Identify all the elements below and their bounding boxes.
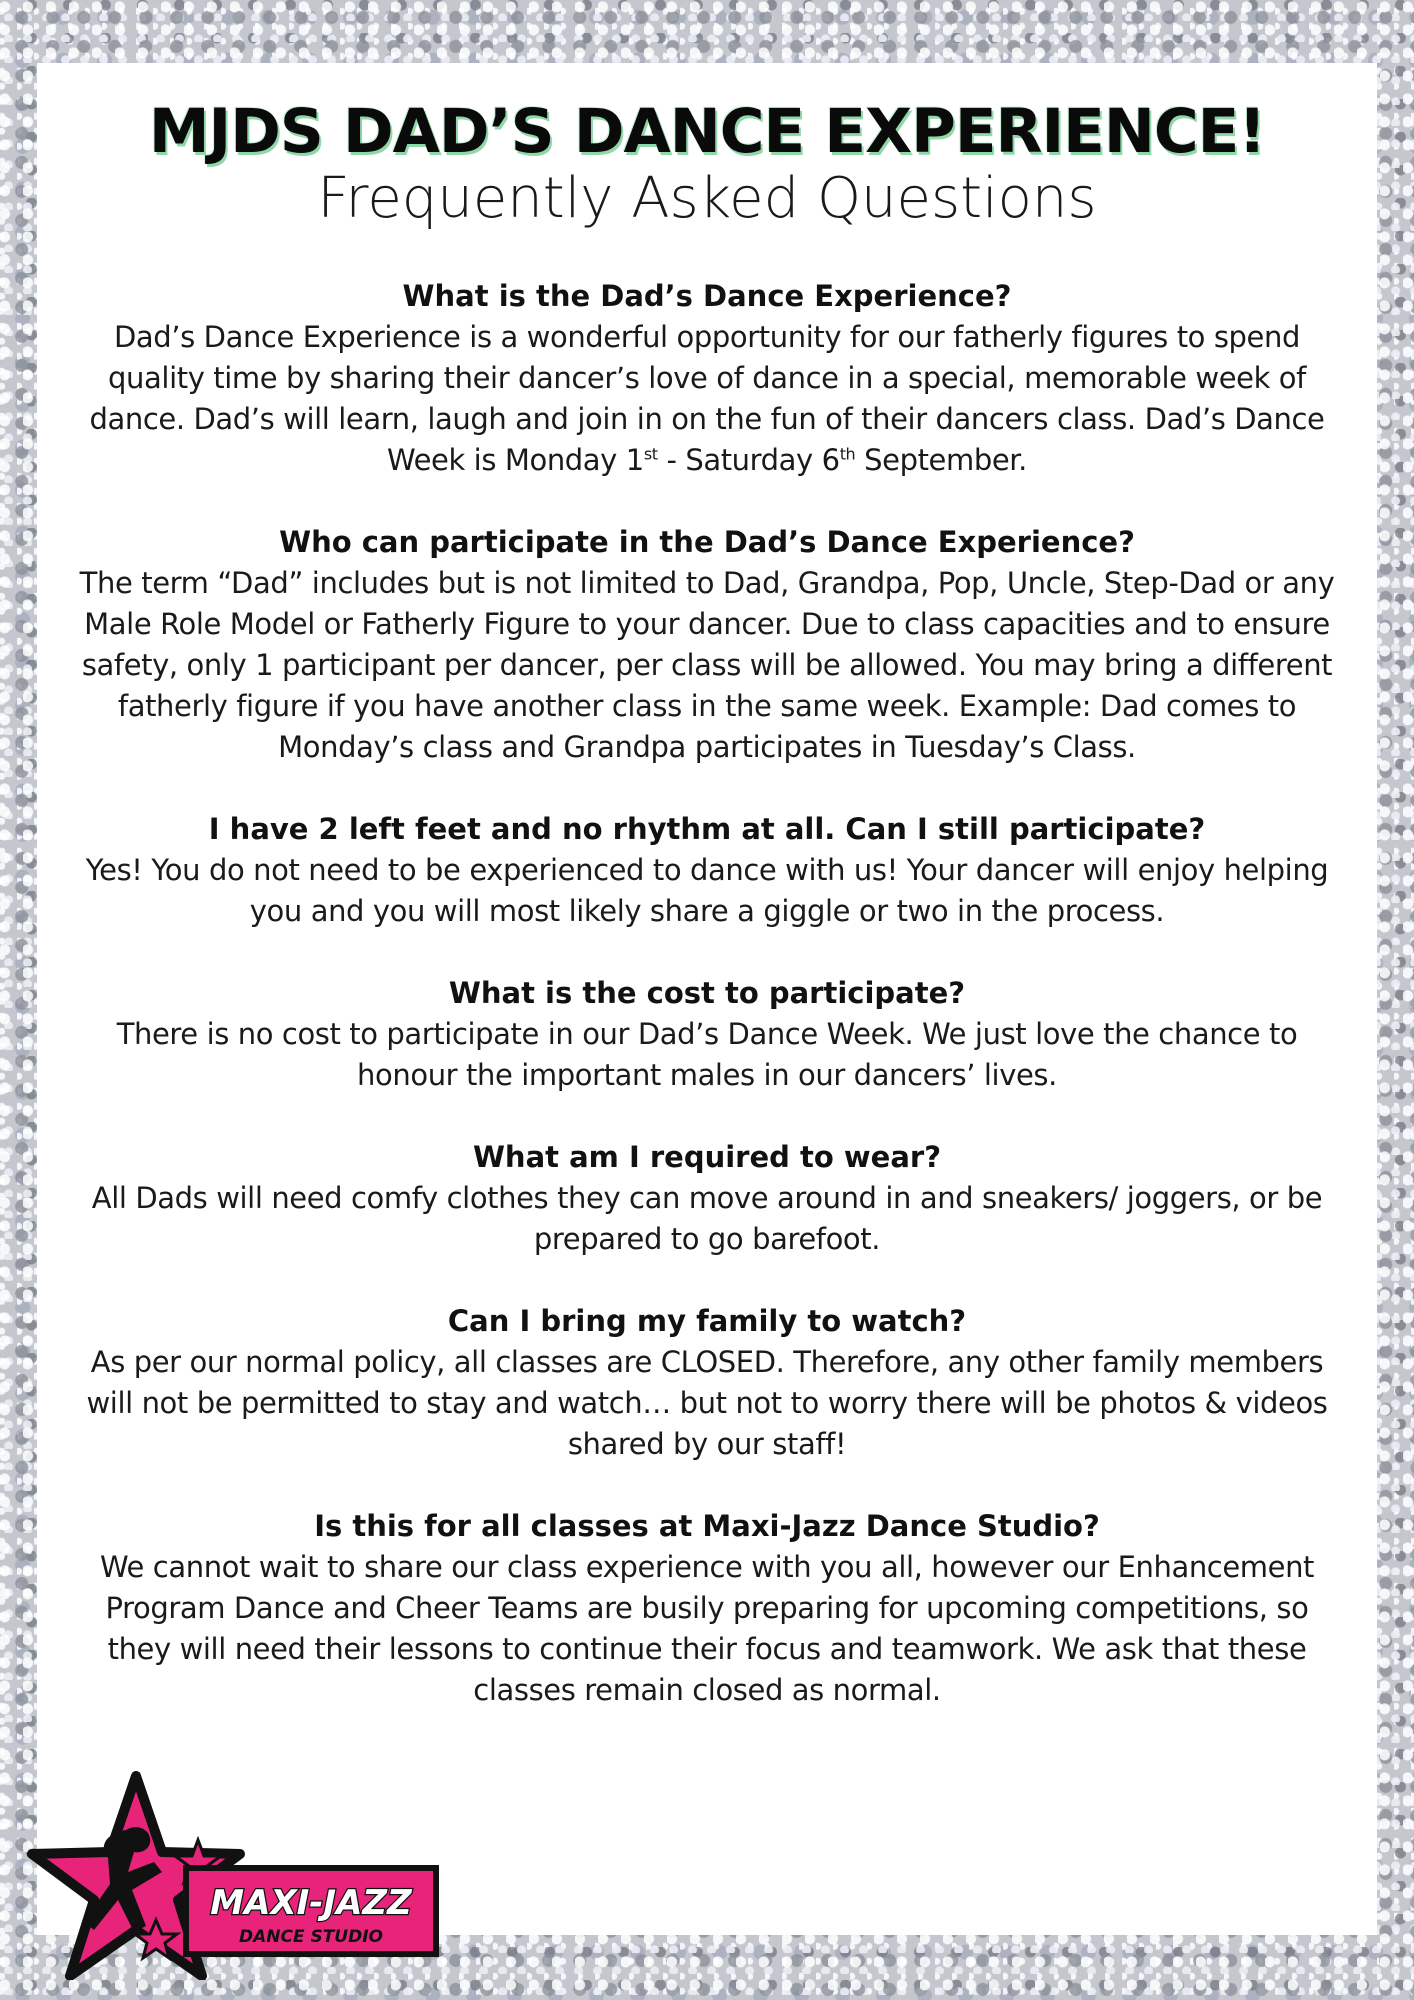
faq-item-who-can-participate <box>72 522 1342 768</box>
ordinal-suffix: st <box>643 443 658 463</box>
logo-name: MAXI-JAZZ <box>210 1883 412 1923</box>
flyer-page <box>37 63 1377 1935</box>
faq-answer: Yes! You do not need to be experienced to dance with us! Your dancer will enjoy helping you and you will most likely share a giggle or two in the process. <box>85 852 1329 928</box>
faq-question: Who can participate in the Dad’s Dance Experience? <box>279 524 1135 559</box>
faq-answer-text: September. <box>855 442 1027 477</box>
faq-question: What is the cost to participate? <box>448 975 966 1010</box>
faq-question: I have 2 left feet and no rhythm at all. Can I still participate? <box>208 811 1206 846</box>
faq-answer: We cannot wait to share our class experience with you all, however our Enhancement Program Dance and Cheer Teams are busily preparing for upcoming competitions, so they will need their lessons to continue their focus and teamwork. We ask that these classes remain closed as normal. <box>99 1549 1315 1707</box>
faq-answer: There is no cost to participate in our Dad’s Dance Week. We just love the chance to honour the important males in our dancers’ lives. <box>116 1016 1298 1092</box>
faq-answer: The term “Dad” includes but is not limited to Dad, Grandpa, Pop, Uncle, Step-Dad or any Male Role Model or Fatherly Figure to your dancer. Due to class capacities and to ensure safety, only 1 participant per dancer, per class will be allowed. You may bring a different fatherly figure if you have another class in the same week. Example: Dad comes to Monday’s class and Grandpa participates in Tuesday’s Class. <box>79 565 1335 764</box>
page-subtitle: Frequently Asked Questions <box>317 166 1097 232</box>
logo-tagline: DANCE STUDIO <box>238 1927 384 1947</box>
faq-answer <box>72 317 1342 481</box>
faq-item-family-watch <box>72 1301 1342 1465</box>
faq-answer-text: Dad’s Dance Experience is a wonderful opportunity for our fatherly figures to spend quality time by sharing their dancer’s love of dance in a special, memorable week of dance. Dad’s will learn, laugh and join in on the fun of their dancers class. Dad’s Dance Week is Monday 1 <box>89 319 1325 477</box>
faq-question: What am I required to wear? <box>472 1139 942 1174</box>
faq-answer-text: - Saturday 6 <box>657 442 840 477</box>
studio-logo <box>26 1770 446 1980</box>
faq-item-what-to-wear <box>72 1137 1342 1260</box>
faq-item-cost <box>72 973 1342 1096</box>
faq-question: What is the Dad’s Dance Experience? <box>402 278 1012 313</box>
faq-answer: As per our normal policy, all classes are CLOSED. Therefore, any other family members will not be permitted to stay and watch… but not to worry there will be photos & videos shared by our staff! <box>86 1344 1328 1461</box>
page-title: MJDS DAD’S DANCE EXPERIENCE! <box>148 96 1266 167</box>
faq-item-no-rhythm <box>72 809 1342 932</box>
faq-item-dance-experience <box>72 276 1342 481</box>
ordinal-suffix: th <box>839 443 856 463</box>
faq-answer: All Dads will need comfy clothes they can move around in and sneakers/ joggers, or be prepared to go barefoot. <box>91 1180 1323 1256</box>
faq-item-all-classes <box>72 1506 1342 1711</box>
faq-question: Can I bring my family to watch? <box>447 1303 967 1338</box>
faq-question: Is this for all classes at Maxi-Jazz Dance Studio? <box>314 1508 1100 1543</box>
star-dancer-icon <box>26 1770 446 1980</box>
